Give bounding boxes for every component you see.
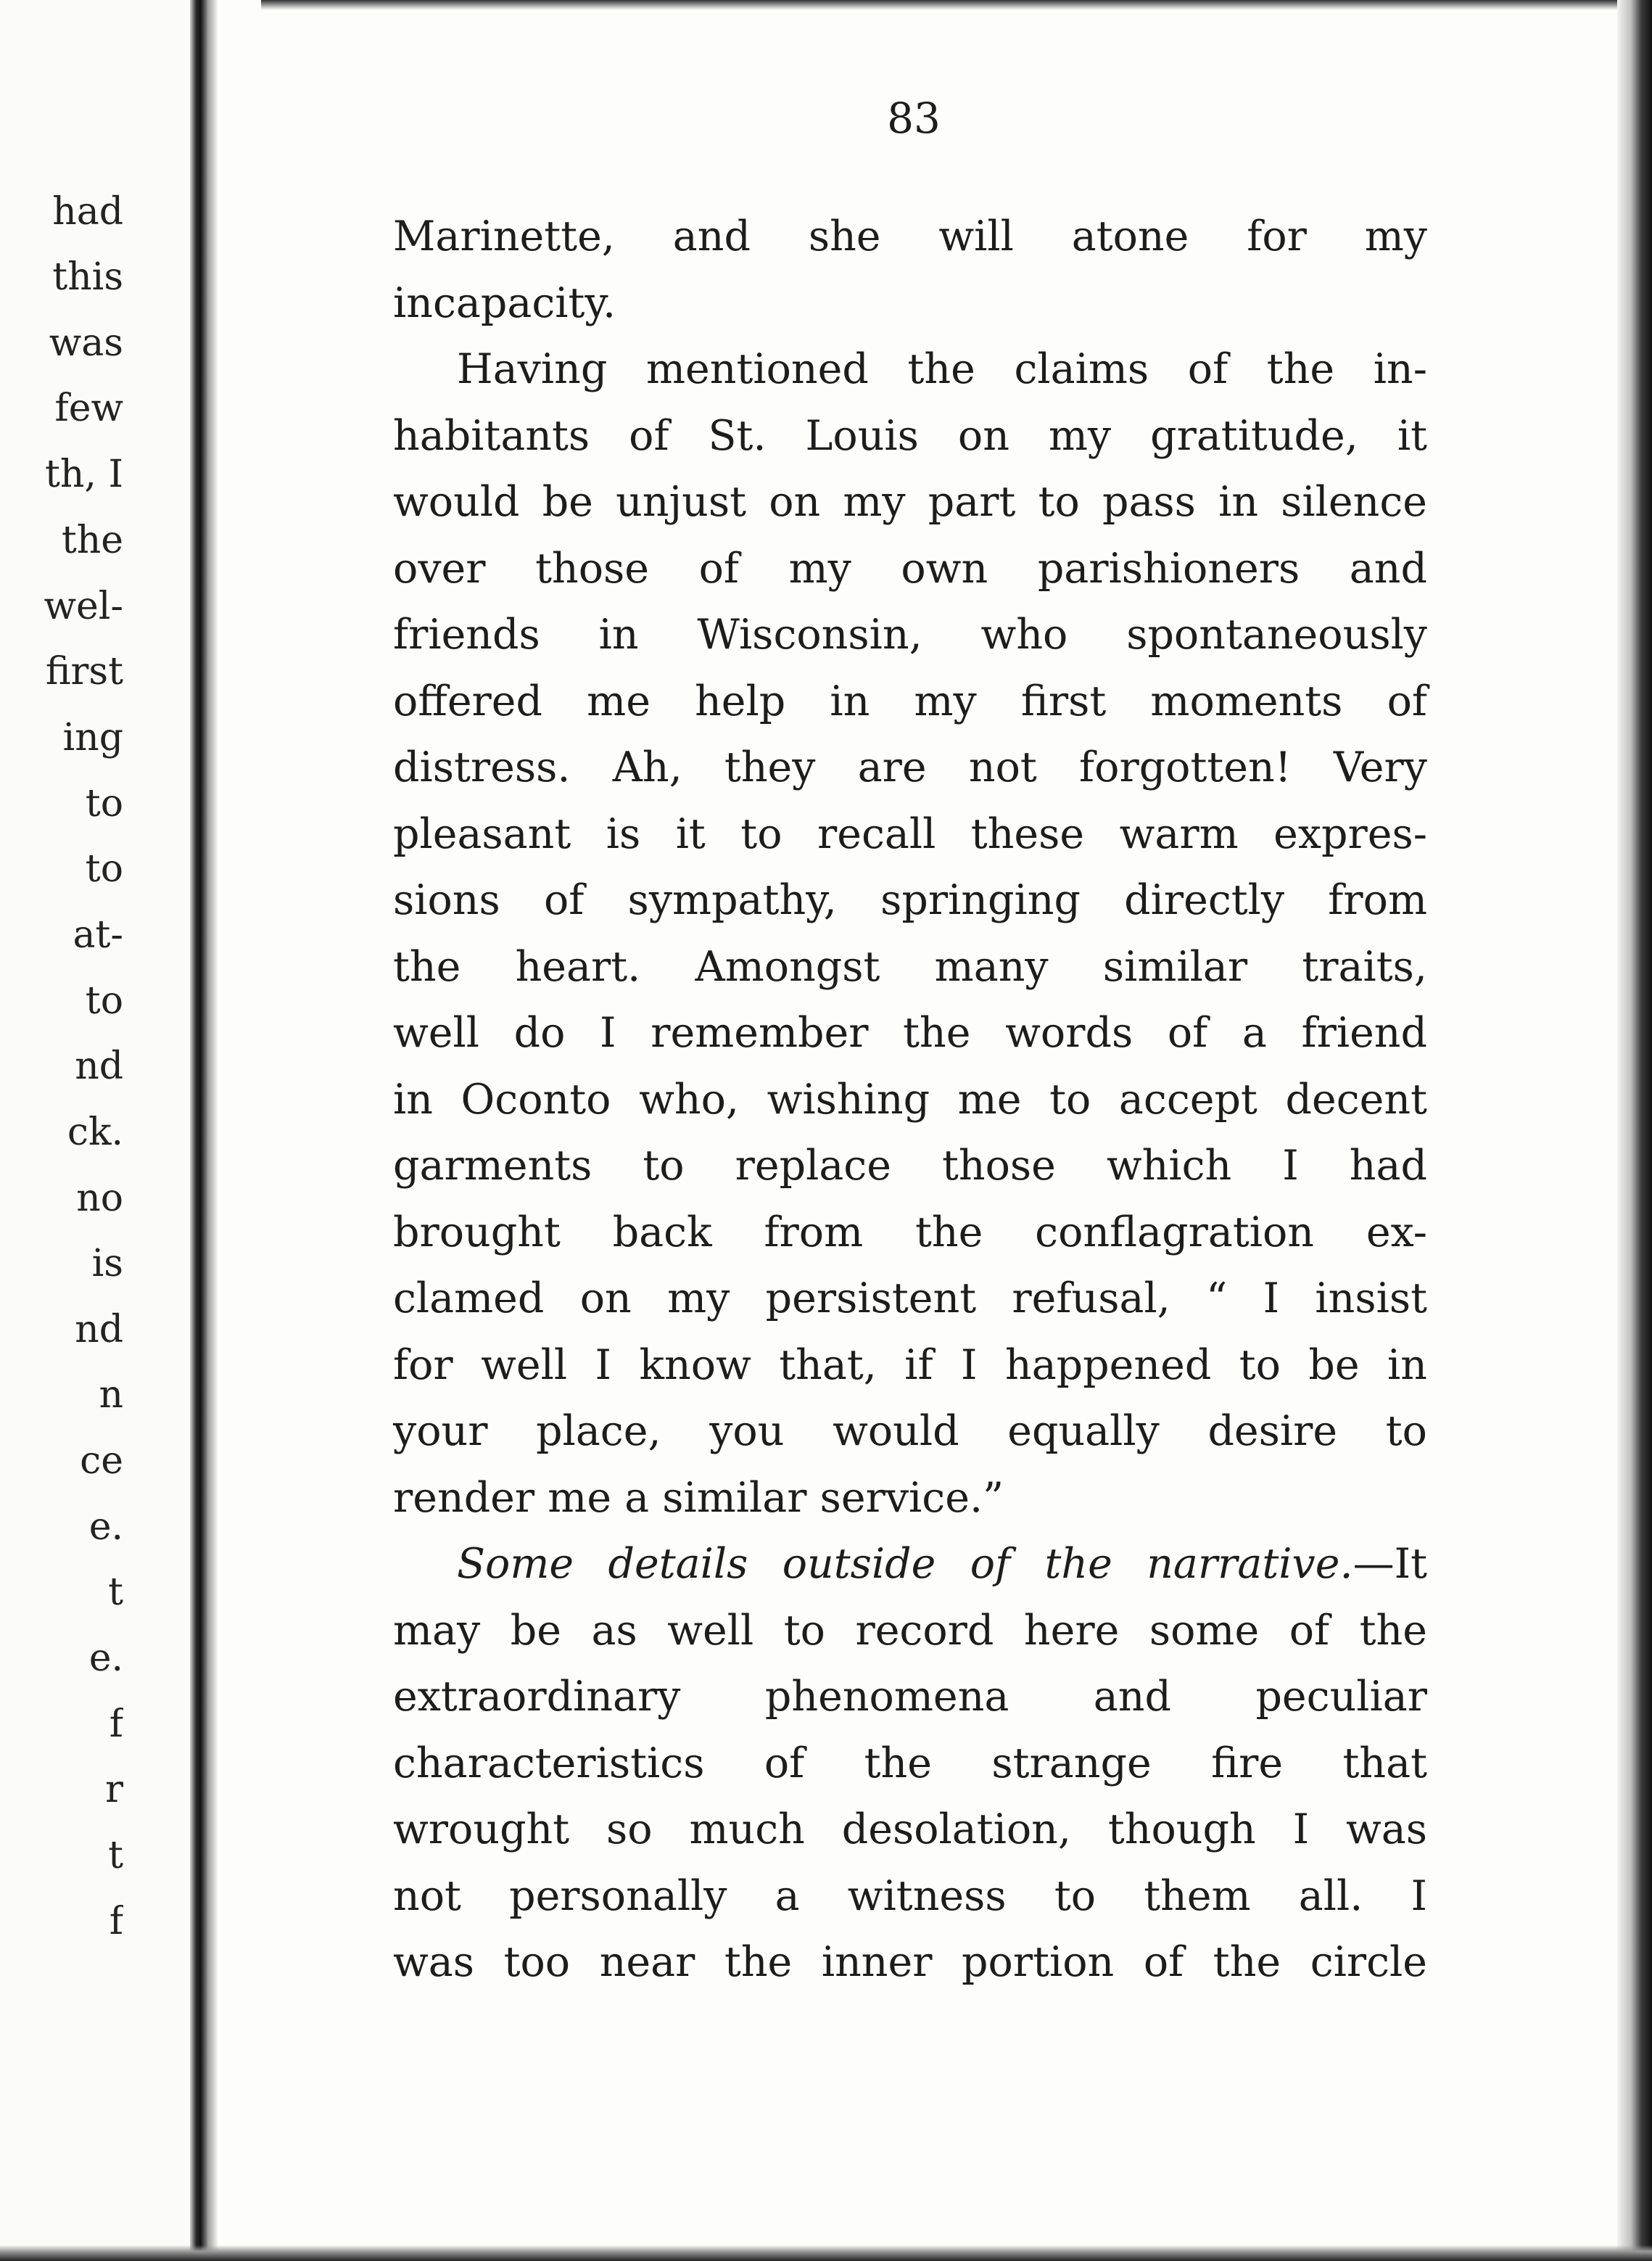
text-line: garments to replace those which I had (393, 1142, 1427, 1190)
text-line: incapacity. (393, 279, 616, 327)
facing-page-fragment: t (108, 1834, 123, 1877)
text-line: offered me help in my first moments of (393, 678, 1427, 725)
facing-page-fragment: at- (73, 913, 123, 957)
facing-page (0, 0, 218, 2261)
text-line: brought back from the conflagration ex- (393, 1208, 1427, 1256)
facing-page-fragment: had (52, 190, 123, 234)
facing-page-fragment: e. (88, 1505, 123, 1549)
text-line: may be as well to record here some of the (393, 1607, 1427, 1655)
facing-page-fragment: ce (80, 1439, 123, 1483)
text-line: in Oconto who, wishing me to accept decent (393, 1076, 1427, 1124)
facing-page-fragment: to (85, 979, 123, 1023)
facing-page-fragment: n (99, 1373, 123, 1417)
text-line: Having mentioned the claims of the in- (457, 345, 1427, 393)
page-bottom-edge (0, 2245, 1652, 2261)
text-line: for well I know that, if I happened to be in (393, 1341, 1427, 1389)
page-right-edge (1617, 0, 1652, 2261)
text-line: distress. Ah, they are not forgotten! Very (393, 744, 1427, 791)
text-line: Marinette, and she will atone for my (393, 213, 1427, 260)
facing-page-fragment: is (91, 1242, 123, 1285)
text-line: well do I remember the words of a friend (393, 1009, 1427, 1057)
facing-page-fragment: th, I (45, 453, 123, 496)
facing-page-fragment: the (61, 519, 123, 562)
facing-page-fragment: f (109, 1900, 123, 1943)
text-line: extraordinary phenomena and peculiar (393, 1673, 1427, 1721)
text-line: was too near the inner portion of the circle (393, 1938, 1427, 1986)
facing-page-fragment: ing (62, 716, 123, 759)
text-line: render me a similar service.” (393, 1474, 1004, 1522)
facing-page-fragment: nd (75, 1308, 123, 1351)
facing-page-fragment: no (76, 1177, 123, 1220)
text-line: pleasant is it to recall these warm expres- (393, 810, 1427, 858)
text-line: habitants of St. Louis on my gratitude, it (393, 412, 1427, 460)
text-line: friends in Wisconsin, who spontaneously (393, 611, 1427, 659)
facing-page-fragment: to (85, 782, 123, 825)
text-line (393, 1531, 1427, 1597)
text-line: characteristics of the strange fire that (393, 1739, 1427, 1787)
page-number: 83 (887, 94, 941, 143)
facing-page-fragment: f (109, 1702, 123, 1746)
text-line: over those of my own parishioners and (393, 545, 1427, 593)
facing-page-fragment: t (108, 1570, 123, 1614)
facing-page-fragment: first (45, 650, 123, 693)
facing-page-fragment: nd (75, 1045, 123, 1088)
text-line: your place, you would equally desire to (393, 1407, 1427, 1455)
text-line: would be unjust on my part to pass in silence (393, 478, 1427, 526)
book-gutter (190, 0, 207, 2261)
facing-page-fragment: ck. (67, 1111, 123, 1154)
text-line: clamed on my persistent refusal, “ I insist (393, 1274, 1427, 1322)
page-shadow (207, 0, 218, 2261)
facing-page-fragment: was (49, 321, 123, 365)
facing-page-fragment: few (54, 387, 123, 430)
page-top-edge (261, 0, 1652, 10)
text-line: sions of sympathy, springing directly from (393, 876, 1427, 924)
text-line: the heart. Amongst many similar traits, (393, 943, 1427, 991)
text-line-rest: —It (1352, 1540, 1427, 1588)
text-line: wrought so much desolation, though I was (393, 1805, 1427, 1853)
facing-page-fragment: e. (88, 1636, 123, 1680)
facing-page-fragment: r (105, 1768, 123, 1811)
facing-page-fragment: this (52, 255, 123, 299)
facing-page-fragment: wel- (44, 585, 123, 628)
text-line: not personally a witness to them all. I (393, 1872, 1427, 1920)
facing-page-fragment: to (85, 847, 123, 891)
italic-heading: Some details outside of the narrative. (457, 1540, 1353, 1588)
